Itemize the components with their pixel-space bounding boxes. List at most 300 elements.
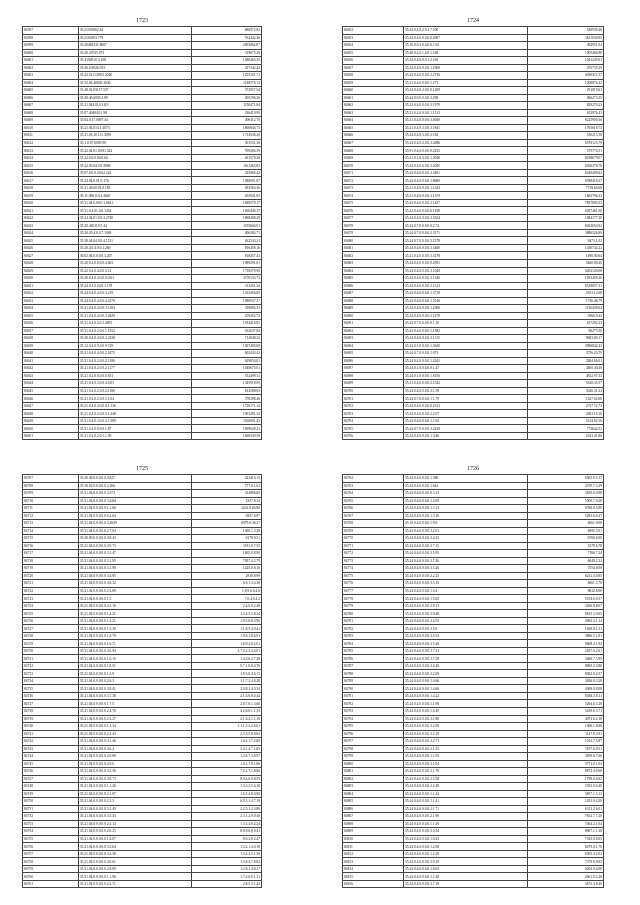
coordinate-cell: 35.48.02.03117.537 (78, 87, 191, 95)
value-cell: 1136439.64 (527, 305, 603, 313)
table-row (343, 64, 604, 72)
value-cell: 8.0.2.8.2.47 (192, 835, 262, 843)
coordinate-cell: 35.24.0.4.0.0.0.0.3.3.26 (403, 565, 527, 573)
point-id-cell: 84766 (343, 505, 404, 513)
table-row (23, 27, 262, 35)
point-id-cell: 84654 (343, 42, 404, 50)
point-id-cell: 84805 (343, 798, 404, 806)
point-id-cell: 84774 (343, 565, 404, 573)
value-cell: 1.5.8.4.7.8.82 (192, 858, 262, 866)
point-id-cell: 84643 (23, 372, 79, 380)
coordinate-cell: 35.20.440.0.0.5.44 (78, 222, 191, 230)
point-id-cell: 84684 (343, 267, 404, 275)
coordinate-cell: 35.24.0.4.0.0.0.0.3.1315 (403, 335, 527, 343)
coordinate-cell: 35.22.0.4.0.0.0.0.6.1198 (403, 207, 527, 215)
coordinate-cell: 35.22.04.01.0.091.322 (78, 147, 191, 155)
point-id-cell: 84634 (23, 305, 79, 313)
table-row (343, 132, 604, 140)
value-cell: 6305.4.2.02 (527, 850, 603, 858)
coordinate-cell: 35.10.0.4.0.0.0.0.1.9.0 (403, 520, 527, 528)
point-id-cell: 84662 (343, 102, 404, 110)
value-cell: 7464.2.1.04 (527, 820, 603, 828)
coordinate-cell: 35.24.0.4.0.0.0.0.3.5.53 (403, 632, 527, 640)
coordinate-cell: 35.21.04.0.0.0.0.0.2.3.69 (78, 587, 191, 595)
coordinate-cell: 35.21.0.4.0.4.0.1.4891 (78, 320, 191, 328)
point-id-cell: 84676 (343, 207, 404, 215)
point-id-cell: 84617 (23, 177, 79, 185)
coordinate-cell: 35.21.0.4.0.3.0.0.3.1841 (403, 124, 527, 132)
table-row (23, 835, 262, 843)
point-id-cell: 84688 (343, 297, 404, 305)
point-id-cell: 84743 (23, 745, 79, 753)
value-cell: 829270.23 (527, 102, 603, 110)
coordinate-cell: 35.21.04.0.0.0.0.0.3.4.38 (78, 850, 191, 858)
value-cell: 7554.8.08 (527, 565, 603, 573)
coordinate-cell: 35.24.0.4.0.0.0.0.3.5.95 (403, 550, 527, 558)
point-id-cell: 84760 (23, 873, 79, 881)
point-id-cell: 84749 (23, 790, 79, 798)
value-cell: 8238679.07 (527, 154, 603, 162)
coordinate-cell: 35.24.0.4.0.0.0.0.1.2306 (403, 305, 527, 313)
value-cell: 1012.7.5.87 (527, 738, 603, 746)
point-id-cell: 84788 (343, 670, 404, 678)
point-id-cell: 84699 (343, 380, 404, 388)
value-cell: 5285.6.6.37 (527, 512, 603, 520)
point-id-cell: 84745 (23, 760, 79, 768)
table-row (23, 632, 262, 640)
table-row (343, 109, 604, 117)
coordinate-cell: 35.24.0.4.0.0.0.0.3.7.19 (403, 880, 527, 888)
table-row (23, 625, 262, 633)
coordinate-cell: 35.24.0.7.0.0.0.0.3.2439 (403, 425, 527, 433)
coordinate-cell: 35.24.0.4.0.0.0.1.2.165 (403, 57, 527, 65)
coordinate-cell: 35.24.0.4.0.0.0.0.0.2007 (403, 34, 527, 42)
table-row (343, 490, 604, 498)
coordinate-cell: 35.21.04.0.0.0.0.0.2.8.09 (78, 865, 191, 873)
point-id-cell: 84650 (23, 425, 79, 433)
point-id-cell: 84639 (23, 342, 79, 350)
point-id-cell: 84653 (343, 34, 404, 42)
point-id-cell: 84756 (23, 843, 79, 851)
table-row (23, 237, 262, 245)
coordinate-cell: 35.24.0.4.0.0.0.0.1.4.22 (403, 692, 527, 700)
table-row (343, 57, 604, 65)
coordinate-cell: 35.21.0.4.0.2.0.0.2.1177 (78, 365, 191, 373)
point-id-cell: 84742 (23, 738, 79, 746)
value-cell: 3771.0.1.02 (527, 760, 603, 768)
value-cell: 629054.01 (192, 357, 262, 365)
value-cell: 2093062.87 (192, 42, 262, 50)
point-id-cell: 84690 (343, 312, 404, 320)
table-row (23, 640, 262, 648)
value-cell: 2370.7.3.29 (527, 482, 603, 490)
table-row (23, 124, 262, 132)
table-row (23, 745, 262, 753)
point-id-cell: 84712 (23, 512, 79, 520)
value-cell: 1.9.5.6.8.3.96 (192, 617, 262, 625)
coordinate-cell: 35.21.0.4.0.3.0.0.3.1.589 (78, 417, 191, 425)
point-id-cell: 84636 (23, 320, 79, 328)
value-cell: 1868408.29 (192, 214, 262, 222)
point-id-cell: 84597 (23, 27, 79, 35)
coordinate-cell: 35.21.04.0.0.0.0.0.3.4261 (78, 497, 191, 505)
value-cell: 7.0.4.9.4.2 (192, 595, 262, 603)
coordinate-cell: 35.21.0.1.0.3.0.0.1.3040 (403, 154, 527, 162)
value-cell: 3384.66.01 (527, 357, 603, 365)
table-row (343, 327, 604, 335)
table-row (343, 610, 604, 618)
point-id-cell: 84678 (343, 222, 404, 230)
coordinate-cell: 35.24.0.4.0.0.0.0.0.3.13 (403, 490, 527, 498)
coordinate-cell: 35.20.20.4.0.0.7.1048 (78, 229, 191, 237)
table-row (23, 475, 262, 483)
point-id-cell: 84609 (23, 117, 79, 125)
table-row (23, 768, 262, 776)
coordinate-cell: 35.24.0.1.0.0.0.0.0.1.47 (403, 365, 527, 373)
value-cell: 325065.42 (192, 169, 262, 177)
coordinate-cell: 36.02.04.0.0.0.0.3.207 (78, 252, 191, 260)
table-row (23, 610, 262, 618)
value-cell: 5353.12.68 (527, 290, 603, 298)
point-id-cell: 84714 (23, 527, 79, 535)
table-row (23, 335, 262, 343)
coordinate-cell: 35.24.0.4.0.0.0.0.3.1040 (403, 267, 527, 275)
point-id-cell: 84701 (343, 395, 404, 403)
table-row (343, 177, 604, 185)
value-cell: 3346.31.23 (527, 387, 603, 395)
point-id-cell: 84646 (23, 395, 79, 403)
point-id-cell: 84795 (343, 723, 404, 731)
coordinate-cell: 35.24.0.4.0.2.0.0.0.1289 (403, 87, 527, 95)
point-id-cell: 84689 (343, 305, 404, 313)
coordinate-cell: 35.24.0.7.0.0.0.0.5.2378 (403, 237, 527, 245)
table-row (343, 632, 604, 640)
value-cell: 1360.1.3.28 (192, 527, 262, 535)
coordinate-cell: 35.24.04.0.01.0.176 (78, 177, 191, 185)
coordinate-cell: 35.24.0.4.0.0.0.0.3.7.21 (403, 647, 527, 655)
table-row (343, 873, 604, 881)
table-row (343, 745, 604, 753)
point-id-cell: 84738 (23, 707, 79, 715)
table-row (23, 535, 262, 543)
value-cell: 1208076.42 (527, 79, 603, 87)
value-cell: 7379.0.9.02 (527, 858, 603, 866)
point-id-cell: 84816 (343, 880, 404, 888)
coordinate-cell: 35.24.0.4.0.0.0.0.1.1.96 (403, 700, 527, 708)
table-row (23, 723, 262, 731)
table-row (343, 147, 604, 155)
table-row (343, 790, 604, 798)
table-row (343, 267, 604, 275)
point-id-cell: 84663 (343, 109, 404, 117)
table-row (343, 557, 604, 565)
coordinate-cell: 35.21.04.0.0.0.0.0.2.7.04 (78, 527, 191, 535)
value-cell: 2.2.5.1.2.3.86 (192, 805, 262, 813)
value-cell: 1934416.85 (192, 320, 262, 328)
value-cell: 7857893.53 (527, 199, 603, 207)
value-cell: 1714536.20 (192, 132, 262, 140)
coordinate-cell: 35.21033062.64 (78, 27, 191, 35)
value-cell: 262543.21 (192, 237, 262, 245)
coordinate-cell: 35.24.0.4.0.0.0.0.2.2736 (403, 72, 527, 80)
value-cell: 8382.9.2.57 (527, 670, 603, 678)
coordinate-cell: 35.04.0.37.0097.44 (78, 117, 191, 125)
coordinate-cell: 35.24.0.4.0.0.0.0.2.2.48 (403, 783, 527, 791)
value-cell: 1.6.4.1.7.2.60 (192, 738, 262, 746)
value-cell: 1380463.45 (192, 57, 262, 65)
point-id-cell: 84600 (23, 49, 79, 57)
value-cell: 1799.8.6.82 (527, 775, 603, 783)
coordinate-cell: 35.91.0.4.0.0.0.0.0.2255 (403, 147, 527, 155)
table-row (23, 57, 262, 65)
value-cell: 406384.71 (192, 229, 262, 237)
point-id-cell: 84765 (343, 497, 404, 505)
point-id-cell: 84702 (343, 402, 404, 410)
point-id-cell: 84698 (343, 372, 404, 380)
table-row (343, 813, 604, 821)
table-row (343, 685, 604, 693)
coordinate-cell: 35.21.04.0.0.0.0.0.2.4.14 (78, 820, 191, 828)
table-row (343, 229, 604, 237)
coordinate-cell: 35.24.0.4.0.0.0.0.2.2.25 (403, 572, 527, 580)
value-cell: 1699028.21 (192, 425, 262, 433)
point-id-cell: 84694 (343, 342, 404, 350)
table-row (23, 738, 262, 746)
coordinate-cell: 35.41920.613.108 (78, 57, 191, 65)
coordinate-cell: 35.07.0.0.0.20.62.222 (78, 169, 191, 177)
value-cell: 406112.70 (192, 117, 262, 125)
coordinate-cell: 35.21.04.0.0.0.0.0.2.3.3 (78, 798, 191, 806)
coordinate-cell: 35.21.0.2.0.0.0.0.1.1513 (403, 109, 527, 117)
value-cell: 4073.6.2.18 (527, 715, 603, 723)
coordinate-cell: 35.24.0.1.0.0.0.0.1.3620 (403, 342, 527, 350)
value-cell: 8384.3.8.11 (527, 692, 603, 700)
table-row (23, 275, 262, 283)
table-row (23, 542, 262, 550)
coordinate-cell: 35.24.0.4.0.0.0.0.2.1.59 (403, 387, 527, 395)
point-id-cell: 84813 (343, 858, 404, 866)
point-id-cell: 84802 (343, 775, 404, 783)
coordinate-cell: 35.21.0.4.0.2.0.0.2.1186 (78, 387, 191, 395)
value-cell: 2930.8.99 (192, 572, 262, 580)
table-row (23, 402, 262, 410)
point-id-cell: 84737 (23, 700, 79, 708)
value-cell: 5194.6.0.37 (527, 595, 603, 603)
table-row (343, 512, 604, 520)
table-row (343, 505, 604, 513)
coordinate-cell: 35.24.0.4.0.0.0.0.3.5.26 (403, 640, 527, 648)
point-id-cell: 84724 (23, 602, 79, 610)
value-cell: 8615.3.0.05 (527, 610, 603, 618)
coordinate-cell: 35.24.0.7.0.0.0.0.0.1.10 (403, 320, 527, 328)
point-id-cell: 84779 (343, 602, 404, 610)
coordinate-cell: 35.21.04.0.0.0.0.0.3.8.41 (78, 685, 191, 693)
table-row (23, 380, 262, 388)
table-row (343, 402, 604, 410)
table-row (23, 527, 262, 535)
table-row (343, 783, 604, 791)
value-cell: 8065.3.3.86 (527, 662, 603, 670)
value-cell: 1080937.37 (192, 297, 262, 305)
coordinate-cell: 35.20.0.4.0.0.0.0.4.403 (78, 259, 191, 267)
value-cell: 1451.9.2.08 (527, 798, 603, 806)
point-id-cell: 84786 (343, 655, 404, 663)
coordinate-cell: 35.24.0.4.0.0.0.0.3.4.55 (403, 617, 527, 625)
coordinate-cell: 35.20482331.8687 (78, 42, 191, 50)
point-id-cell: 84792 (343, 700, 404, 708)
coordinate-cell: 35.21.0.2.0.0.0.0.1.87 (78, 425, 191, 433)
coordinate-cell: 35.21.0.4.0.0.0.0.2.1542 (403, 380, 527, 388)
value-cell: 1.1.8.5.4.9.41 (192, 625, 262, 633)
table-row (343, 865, 604, 873)
coordinate-cell: 35.21.04.0.0.0.0.0.1.5.39 (78, 625, 191, 633)
point-id-cell: 84790 (343, 685, 404, 693)
table-row (23, 798, 262, 806)
table-row (23, 572, 262, 580)
coordinate-cell: 35.24.0.4.0.0.0.0.1.1960 (403, 64, 527, 72)
point-id-cell: 84803 (343, 783, 404, 791)
coordinate-cell: 35.12.0.2.0.9.0.0.9.729 (78, 342, 191, 350)
value-cell: 336419.99 (192, 109, 262, 117)
coordinate-cell: 35.21.0.4.0.2.0.0.1.1922 (78, 327, 191, 335)
table-row (343, 372, 604, 380)
table-row (23, 813, 262, 821)
coordinate-cell: 35.20.4.0.4.0.0.1.260 (78, 244, 191, 252)
table-row (343, 602, 604, 610)
coordinate-cell: 35.24.0.4.0.0.0.0.3.7.15 (403, 542, 527, 550)
point-id-cell: 84720 (23, 572, 79, 580)
table-row (23, 707, 262, 715)
value-cell: 1147.9.3.91 (527, 730, 603, 738)
table-row (23, 850, 262, 858)
coordinate-cell: 35.21.04.0.0.0.0.0.3.8.32 (78, 580, 191, 588)
value-cell: 6023654.92 (527, 222, 603, 230)
table-row (343, 335, 604, 343)
table-row (343, 625, 604, 633)
coordinate-cell: 35.21.04.0.0.0.0.0.3.8.73 (78, 775, 191, 783)
coordinate-cell: 35.21.04.0.0.0.0.0.3.1.98 (78, 565, 191, 573)
table-row (23, 790, 262, 798)
value-cell: 3460.30.30 (527, 365, 603, 373)
value-cell: 2343.41.86 (527, 432, 603, 440)
value-cell: 1060.1.8.08 (527, 723, 603, 731)
coordinate-cell: 35.24.0.4.0.0.0.0.2.3.58 (403, 775, 527, 783)
table-row (343, 410, 604, 418)
coordinate-cell: 35.21.04.0.0.0.0.0.0.2.04 (78, 512, 191, 520)
point-id-cell: 84628 (23, 259, 79, 267)
coordinate-cell: 35.21.04.0.0.0.0.0.1.6.15 (78, 655, 191, 663)
point-id-cell: 84642 (23, 365, 79, 373)
value-cell: 1726171.12 (192, 402, 262, 410)
value-cell: 1170133.72 (192, 275, 262, 283)
point-id-cell: 84652 (343, 27, 404, 35)
point-id-cell: 84638 (23, 335, 79, 343)
point-id-cell: 84791 (343, 692, 404, 700)
table-row (23, 139, 262, 147)
point-id-cell: 84751 (23, 805, 79, 813)
point-id-cell: 84670 (343, 162, 404, 170)
value-cell: 265941.65 (192, 192, 262, 200)
point-id-cell: 84730 (23, 647, 79, 655)
value-cell: 8832.6.00 (527, 587, 603, 595)
point-id-cell: 84614 (23, 154, 79, 162)
point-id-cell: 84787 (343, 662, 404, 670)
value-cell: 3810.6.0.98 (527, 490, 603, 498)
coordinate-cell: 35.24.0.4.0.0.0.0.3.3.16 (403, 580, 527, 588)
table-row (343, 550, 604, 558)
coordinate-cell: 35.24.0.4.0.0.0.0.3.7.39 (403, 655, 527, 663)
value-cell: 382951.04 (527, 42, 603, 50)
value-cell: 1.0.2.7.8.1.86 (192, 760, 262, 768)
value-cell: 301531.30 (192, 139, 262, 147)
point-id-cell: 84705 (343, 425, 404, 433)
point-id-cell: 84686 (343, 282, 404, 290)
point-id-cell: 84619 (23, 192, 79, 200)
point-id-cell: 84806 (343, 805, 404, 813)
coordinate-cell: 35.24.04.01.0.0.3.2740 (78, 214, 191, 222)
point-id-cell: 84750 (23, 798, 79, 806)
value-cell: 1161463.83 (192, 162, 262, 170)
point-id-cell: 84801 (343, 768, 404, 776)
coordinate-cell: 35.24.0.4.0.0.0.0.1.2241 (403, 357, 527, 365)
table-row (343, 647, 604, 655)
coordinate-cell: 35.24.0.4.0.0.0.0.2.1.71 (403, 805, 527, 813)
coordinate-cell: 35.24.0.7.0.0.0.0.1.1.79 (403, 395, 527, 403)
value-cell: 2737.72.73 (527, 402, 603, 410)
point-id-cell: 84605 (23, 87, 79, 95)
value-cell: 1765618.73 (527, 124, 603, 132)
value-cell: 1.7.2.6.9.1.31 (192, 873, 262, 881)
table-row (23, 595, 262, 603)
point-id-cell: 84726 (23, 617, 79, 625)
coordinate-cell: 35.21.04.0.0.0.0.0.3.1.95 (78, 557, 191, 565)
value-cell: 3886326.89 (527, 229, 603, 237)
coordinate-cell: 35.24.0.4.0.0.0.0.1.0.4 (403, 587, 527, 595)
point-id-cell: 84661 (343, 94, 404, 102)
point-id-cell: 84708 (23, 482, 79, 490)
value-cell: 352499.31 (192, 372, 262, 380)
coordinate-cell: 35.24.0.4.0.6.0.0.3.2045 (403, 162, 527, 170)
value-cell: 2381.18.10 (527, 410, 603, 418)
table-row (343, 357, 604, 365)
point-id-cell: 84763 (343, 482, 404, 490)
coordinate-cell: 35.24.0.4.0.0.0.0.0.2313 (403, 402, 527, 410)
coordinate-cell: 35.21.04.0.0.0.0.0.2.0.25 (78, 828, 191, 836)
value-cell: 6231.4.0.85 (527, 572, 603, 580)
table-row (23, 417, 262, 425)
table-row (23, 520, 262, 528)
point-id-cell: 84629 (23, 267, 79, 275)
value-cell: 1.9.3.0.4.6.13 (192, 670, 262, 678)
value-cell: 9683.69.17 (527, 335, 603, 343)
value-cell: 5439.0.3.71 (527, 707, 603, 715)
point-id-cell: 84770 (343, 535, 404, 543)
value-cell: 6661.5.78 (527, 580, 603, 588)
point-id-cell: 84783 (343, 632, 404, 640)
value-cell: 769284.39 (192, 147, 262, 155)
point-id-cell: 84744 (23, 753, 79, 761)
point-id-cell: 84800 (343, 760, 404, 768)
table-row (23, 147, 262, 155)
coordinate-cell: 35.24.0.4.0.0.0.0.1.0.23 (403, 835, 527, 843)
coordinate-cell: 35.24.0.4.0.0.0.0.3.2.01 (403, 527, 527, 535)
point-id-cell: 84736 (23, 692, 79, 700)
point-id-cell: 84785 (343, 647, 404, 655)
value-cell: 5355.0.6.40 (527, 783, 603, 791)
coordinate-cell: 35.24.0.4.0.0.0.0.2.1.53 (403, 745, 527, 753)
table-row (23, 858, 262, 866)
table-row (343, 595, 604, 603)
